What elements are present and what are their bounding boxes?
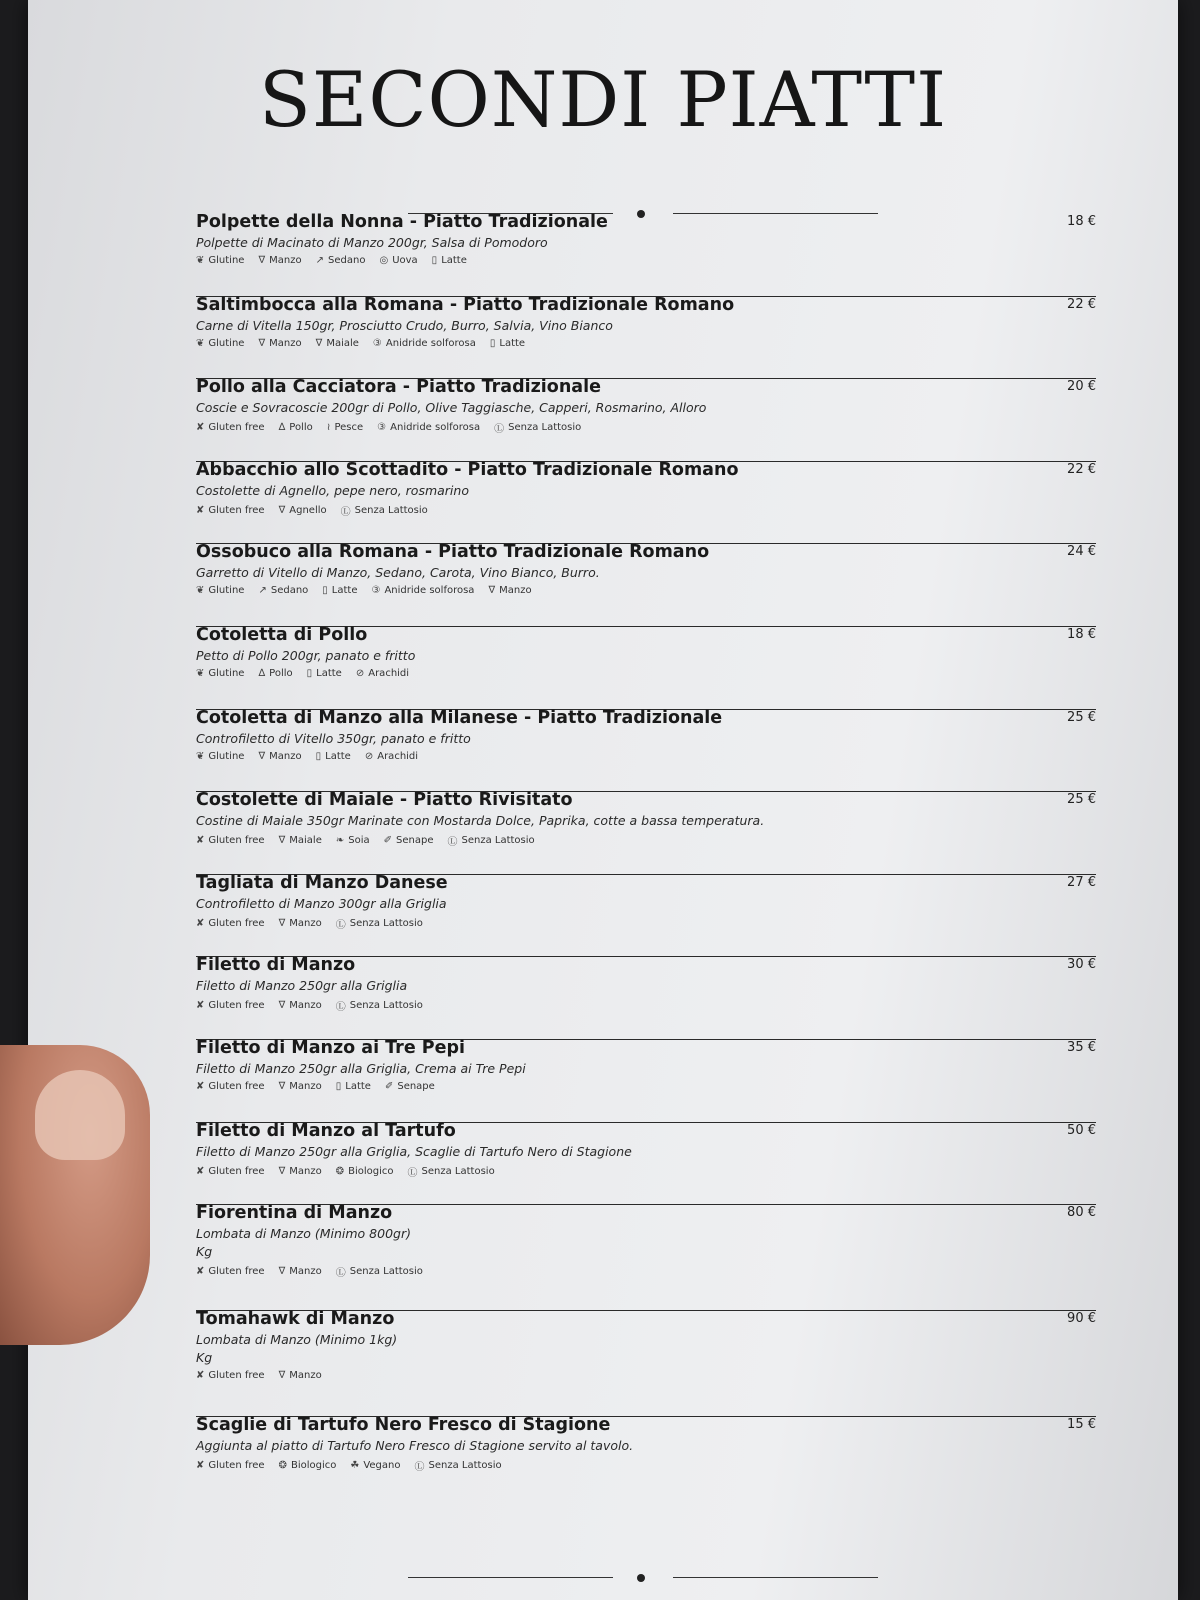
menu-item <box>196 542 1096 627</box>
allergen-tag <box>408 1164 495 1179</box>
allergen-label: Agnello <box>289 504 327 516</box>
dish-price: 50 € <box>1067 1122 1096 1138</box>
menu-item <box>196 955 1096 1040</box>
allergen-label: Latte <box>441 255 467 266</box>
pork-icon: ∇ <box>278 835 286 847</box>
beef-icon: ∇ <box>278 1080 286 1092</box>
allergen-label: Senza Lattosio <box>508 422 582 434</box>
menu-item-list <box>196 214 1096 1500</box>
menu-item <box>196 1038 1096 1123</box>
dish-unit: Kg <box>196 1350 213 1366</box>
fish-icon: ≀ <box>326 422 331 434</box>
allergen-label: Arachidi <box>368 667 410 679</box>
dish-price: 20 € <box>1067 379 1096 395</box>
dish-name: Fiorentina di Manzo <box>196 1203 393 1224</box>
allergen-tag <box>336 916 423 931</box>
lactose-free-icon: Ⓛ <box>414 1462 425 1474</box>
allergen-label: Senape <box>397 1080 435 1092</box>
allergen-tag <box>196 255 244 266</box>
allergen-label: Gluten free <box>208 1165 265 1177</box>
allergen-tag <box>384 833 434 848</box>
dish-name: Tagliata di Manzo Danese <box>196 872 448 893</box>
allergen-label: Latte <box>316 667 342 679</box>
gluten-free-icon: ✘ <box>196 1080 205 1092</box>
allergen-tag <box>336 1081 371 1092</box>
allergen-label: Manzo <box>289 1266 322 1278</box>
lactose-free-icon: Ⓛ <box>340 506 351 518</box>
allergen-tag <box>356 668 409 679</box>
allergen-tag <box>279 503 327 518</box>
allergen-label: Biologico <box>348 1165 394 1177</box>
allergen-tag <box>196 1081 265 1092</box>
dish-price: 30 € <box>1067 957 1096 973</box>
dish-price: 27 € <box>1067 874 1096 890</box>
allergen-tag <box>196 668 244 679</box>
dish-price: 80 € <box>1067 1205 1096 1221</box>
allergen-label: Gluten free <box>208 422 265 434</box>
menu-item <box>196 1121 1096 1206</box>
allergen-label: Glutine <box>208 337 245 349</box>
dish-description: Controfiletto di Manzo 300gr alla Griglia <box>196 895 447 911</box>
allergen-label: Manzo <box>499 585 532 597</box>
organic-icon: ❂ <box>278 1460 287 1472</box>
allergen-label: Manzo <box>289 1000 322 1012</box>
dish-price: 18 € <box>1067 626 1096 642</box>
allergen-list <box>196 998 1096 1013</box>
milk-icon: ▯ <box>489 337 496 349</box>
allergen-label: Uova <box>392 255 418 266</box>
organic-icon: ❂ <box>335 1165 345 1177</box>
allergen-label: Anidride solforosa <box>384 585 475 597</box>
allergen-list <box>196 668 1096 679</box>
allergen-label: Gluten free <box>208 1460 265 1472</box>
gluten-free-icon: ✘ <box>196 1460 205 1472</box>
chicken-icon: ∆ <box>258 667 266 679</box>
allergen-tag <box>379 255 417 266</box>
dish-price: 15 € <box>1067 1417 1096 1433</box>
allergen-tag <box>196 751 244 762</box>
allergen-label: Manzo <box>269 337 302 349</box>
allergen-tag <box>336 833 370 848</box>
allergen-tag <box>316 751 351 762</box>
sulfite-icon: ③ <box>372 337 382 349</box>
allergen-tag <box>365 751 418 762</box>
mustard-icon: ✐ <box>384 1080 394 1092</box>
allergen-tag <box>336 998 423 1013</box>
dish-name: Saltimbocca alla Romana - Piatto Tradizionale Romano <box>196 294 735 315</box>
allergen-tag <box>196 585 244 596</box>
vegan-icon: ☘ <box>350 1460 360 1472</box>
dish-description: Filetto di Manzo 250gr alla Griglia <box>196 978 408 994</box>
allergen-tag <box>372 585 475 596</box>
gluten-free-icon: ✘ <box>196 1165 205 1177</box>
allergen-label: Manzo <box>289 917 322 929</box>
allergen-label: Maiale <box>289 835 322 847</box>
peanut-icon: ⊘ <box>355 667 365 679</box>
dish-price: 25 € <box>1067 709 1096 725</box>
allergen-list <box>196 833 1096 848</box>
gluten-icon: ❦ <box>196 750 205 762</box>
allergen-label: Gluten free <box>208 1266 265 1278</box>
celery-icon: ↗ <box>258 585 267 597</box>
menu-item <box>196 873 1096 958</box>
peanut-icon: ⊘ <box>364 750 374 762</box>
allergen-list <box>196 420 1096 435</box>
allergen-label: Pollo <box>289 422 313 434</box>
beef-icon: ∇ <box>278 1000 286 1012</box>
allergen-label: Senza Lattosio <box>349 1266 423 1278</box>
dish-description: Garretto di Vitello di Manzo, Sedano, Carota, Vino Bianco, Burro. <box>196 565 600 581</box>
dish-name: Cotoletta di Pollo <box>196 624 368 645</box>
allergen-tag <box>258 585 308 596</box>
allergen-label: Sedano <box>328 255 366 266</box>
dish-description: Petto di Pollo 200gr, panato e fritto <box>196 647 416 663</box>
lactose-free-icon: Ⓛ <box>335 919 346 931</box>
allergen-tag <box>279 1264 322 1279</box>
dish-description: Filetto di Manzo 250gr alla Griglia, Crema ai Tre Pepi <box>196 1060 526 1076</box>
allergen-label: Soia <box>348 835 370 847</box>
dish-description: Costine di Maiale 350gr Marinate con Mostarda Dolce, Paprika, cotte a bassa temperatura. <box>196 813 765 829</box>
menu-item <box>196 295 1096 380</box>
dish-description: Lombata di Manzo (Minimo 1kg) <box>196 1332 398 1348</box>
lactose-free-icon: Ⓛ <box>335 1002 346 1014</box>
sulfite-icon: ③ <box>377 422 387 434</box>
page-title: SECONDI PIATTI <box>258 55 948 144</box>
pork-icon: ∇ <box>315 337 323 349</box>
allergen-tag <box>373 338 476 349</box>
allergen-label: Biologico <box>290 1460 337 1472</box>
gluten-icon: ❦ <box>196 337 205 349</box>
beef-icon: ∇ <box>488 585 496 597</box>
milk-icon: ▯ <box>431 255 438 266</box>
allergen-tag <box>196 833 265 848</box>
dish-price: 18 € <box>1067 214 1096 229</box>
allergen-label: Glutine <box>208 750 245 762</box>
allergen-label: Manzo <box>289 1080 322 1092</box>
allergen-label: Manzo <box>289 1370 322 1382</box>
allergen-list <box>196 1081 1096 1092</box>
allergen-tag <box>279 916 322 931</box>
egg-icon: ◎ <box>379 255 389 266</box>
allergen-list <box>196 1370 1096 1381</box>
allergen-list <box>196 503 1096 518</box>
dish-name: Pollo alla Cacciatora - Piatto Tradizionale <box>196 377 601 398</box>
allergen-tag <box>196 998 265 1013</box>
allergen-tag <box>336 1264 423 1279</box>
allergen-tag <box>316 338 359 349</box>
dish-name: Abbacchio allo Scottadito - Piatto Tradizionale Romano <box>196 459 739 480</box>
menu-item <box>196 212 1096 297</box>
lactose-free-icon: Ⓛ <box>335 1268 346 1280</box>
allergen-tag <box>432 255 467 266</box>
allergen-label: Gluten free <box>208 835 265 847</box>
allergen-label: Latte <box>345 1080 371 1092</box>
allergen-label: Pesce <box>334 422 364 434</box>
menu-item <box>196 708 1096 793</box>
allergen-tag <box>196 1164 265 1179</box>
dish-description: Controfiletto di Vitello 350gr, panato e fritto <box>196 730 471 746</box>
allergen-label: Gluten free <box>208 917 265 929</box>
menu-item <box>196 625 1096 710</box>
divider-ornament-bottom <box>408 1572 878 1584</box>
allergen-tag <box>447 833 534 848</box>
allergen-label: Senza Lattosio <box>428 1460 502 1472</box>
allergen-tag <box>494 420 581 435</box>
beef-icon: ∇ <box>258 255 266 266</box>
menu-item <box>196 460 1096 545</box>
celery-icon: ↗ <box>315 255 325 266</box>
allergen-list <box>196 1458 1096 1473</box>
allergen-label: Senza Lattosio <box>349 1000 423 1012</box>
dish-name: Filetto di Manzo ai Tre Pepi <box>196 1037 465 1058</box>
allergen-tag <box>196 1264 265 1279</box>
menu-page <box>28 0 1178 1600</box>
allergen-list <box>196 916 1096 931</box>
gluten-free-icon: ✘ <box>196 835 205 847</box>
allergen-tag <box>488 585 531 596</box>
milk-icon: ▯ <box>315 750 322 762</box>
gluten-icon: ❦ <box>196 255 205 266</box>
gluten-free-icon: ✘ <box>196 1370 205 1382</box>
allergen-label: Vegano <box>363 1460 401 1472</box>
milk-icon: ▯ <box>306 667 313 679</box>
allergen-label: Glutine <box>208 667 245 679</box>
lactose-free-icon: Ⓛ <box>447 837 458 849</box>
allergen-label: Senza Lattosio <box>421 1165 495 1177</box>
lamb-icon: ∇ <box>278 504 286 516</box>
allergen-list <box>196 338 1096 349</box>
allergen-tag <box>258 338 301 349</box>
allergen-label: Maiale <box>326 337 359 349</box>
allergen-tag <box>196 503 265 518</box>
gluten-free-icon: ✘ <box>196 422 205 434</box>
menu-item <box>196 790 1096 875</box>
beef-icon: ∇ <box>258 750 266 762</box>
allergen-label: Sedano <box>270 585 309 597</box>
allergen-label: Gluten free <box>208 1000 265 1012</box>
menu-item <box>196 1309 1096 1417</box>
allergen-label: Arachidi <box>377 750 419 762</box>
allergen-label: Gluten free <box>208 504 265 516</box>
allergen-list <box>196 751 1096 762</box>
dish-description: Coscie e Sovracoscie 200gr di Pollo, Olive Taggiasche, Capperi, Rosmarino, Alloro <box>196 400 707 416</box>
allergen-label: Gluten free <box>208 1080 265 1092</box>
allergen-tag <box>336 1164 394 1179</box>
dish-name: Cotoletta di Manzo alla Milanese - Piatto Tradizionale <box>196 707 723 728</box>
allergen-list <box>196 1164 1096 1179</box>
dish-price: 22 € <box>1067 461 1096 477</box>
mustard-icon: ✐ <box>383 835 393 847</box>
allergen-label: Senza Lattosio <box>354 504 428 516</box>
allergen-tag <box>385 1081 435 1092</box>
beef-icon: ∇ <box>258 337 266 349</box>
allergen-label: Manzo <box>269 750 302 762</box>
allergen-tag <box>414 1458 501 1473</box>
dish-price: 22 € <box>1067 296 1096 312</box>
allergen-tag <box>279 998 322 1013</box>
gluten-icon: ❦ <box>196 585 205 597</box>
dish-name: Tomahawk di Manzo <box>196 1309 395 1330</box>
allergen-tag <box>279 1370 322 1381</box>
allergen-tag <box>279 1081 322 1092</box>
dish-description: Lombata di Manzo (Minimo 800gr) <box>196 1226 411 1242</box>
dish-description: Polpette di Macinato di Manzo 200gr, Salsa di Pomodoro <box>196 235 548 250</box>
dish-description: Carne di Vitella 150gr, Prosciutto Crudo, Burro, Salvia, Vino Bianco <box>196 317 613 333</box>
allergen-label: Gluten free <box>208 1370 265 1382</box>
chicken-icon: ∆ <box>278 422 286 434</box>
gluten-free-icon: ✘ <box>196 917 205 929</box>
allergen-tag <box>279 420 313 435</box>
dish-price: 24 € <box>1067 544 1096 560</box>
allergen-list <box>196 585 1096 596</box>
allergen-tag <box>279 833 322 848</box>
dish-description: Costolette di Agnello, pepe nero, rosmarino <box>196 482 469 498</box>
allergen-tag <box>196 1458 265 1473</box>
allergen-list <box>196 1264 1096 1279</box>
dish-name: Ossobuco alla Romana - Piatto Tradizionale Romano <box>196 542 710 563</box>
gluten-free-icon: ✘ <box>196 1266 205 1278</box>
allergen-label: Manzo <box>269 255 302 266</box>
beef-icon: ∇ <box>278 1370 286 1382</box>
dish-name: Polpette della Nonna - Piatto Tradizionale <box>196 212 608 232</box>
thumb-photo <box>0 1045 150 1345</box>
menu-item <box>196 1415 1096 1500</box>
allergen-label: Latte <box>331 585 358 597</box>
allergen-label: Latte <box>499 337 526 349</box>
milk-icon: ▯ <box>335 1080 342 1092</box>
beef-icon: ∇ <box>278 1266 286 1278</box>
allergen-tag <box>322 585 357 596</box>
allergen-tag <box>196 916 265 931</box>
dish-name: Costolette di Maiale - Piatto Rivisitato <box>196 790 573 811</box>
allergen-tag <box>490 338 525 349</box>
allergen-label: Pollo <box>269 667 293 679</box>
dish-unit: Kg <box>196 1244 213 1260</box>
dish-name: Filetto di Manzo al Tartufo <box>196 1120 456 1141</box>
milk-icon: ▯ <box>322 585 328 597</box>
allergen-label: Glutine <box>208 585 245 597</box>
dish-description: Filetto di Manzo 250gr alla Griglia, Scaglie di Tartufo Nero di Stagione <box>196 1143 632 1159</box>
menu-item <box>196 377 1096 462</box>
beef-icon: ∇ <box>278 1165 286 1177</box>
allergen-tag <box>196 1370 265 1381</box>
allergen-tag <box>258 751 301 762</box>
allergen-tag <box>377 420 480 435</box>
allergen-label: Senza Lattosio <box>349 917 423 929</box>
dish-name: Filetto di Manzo <box>196 955 356 976</box>
allergen-tag <box>341 503 428 518</box>
dish-price: 90 € <box>1067 1311 1096 1327</box>
gluten-free-icon: ✘ <box>196 1000 205 1012</box>
gluten-icon: ❦ <box>196 667 205 679</box>
sulfite-icon: ③ <box>371 585 381 597</box>
lactose-free-icon: Ⓛ <box>407 1167 418 1179</box>
allergen-tag <box>279 1458 337 1473</box>
allergen-list <box>196 255 1096 266</box>
dish-description: Aggiunta al piatto di Tartufo Nero Fresco di Stagione servito al tavolo. <box>196 1438 634 1454</box>
allergen-label: Glutine <box>208 255 245 266</box>
allergen-tag <box>196 338 244 349</box>
allergen-tag <box>196 420 265 435</box>
allergen-tag <box>316 255 366 266</box>
allergen-label: Anidride solforosa <box>385 337 476 349</box>
beef-icon: ∇ <box>278 917 286 929</box>
allergen-tag <box>307 668 342 679</box>
soy-icon: ❧ <box>335 835 345 847</box>
lactose-free-icon: Ⓛ <box>494 424 505 436</box>
allergen-label: Manzo <box>289 1165 322 1177</box>
allergen-tag <box>350 1458 400 1473</box>
allergen-tag <box>279 1164 322 1179</box>
allergen-label: Senza Lattosio <box>461 835 535 847</box>
dish-name: Scaglie di Tartufo Nero Fresco di Stagione <box>196 1415 611 1436</box>
allergen-tag <box>258 255 301 266</box>
allergen-tag <box>327 420 363 435</box>
menu-item <box>196 1203 1096 1311</box>
dish-price: 35 € <box>1067 1039 1096 1055</box>
gluten-free-icon: ✘ <box>196 504 205 516</box>
allergen-label: Latte <box>325 750 351 762</box>
dish-price: 25 € <box>1067 792 1096 808</box>
allergen-label: Senape <box>396 835 434 847</box>
allergen-label: Anidride solforosa <box>390 422 481 434</box>
allergen-tag <box>258 668 292 679</box>
